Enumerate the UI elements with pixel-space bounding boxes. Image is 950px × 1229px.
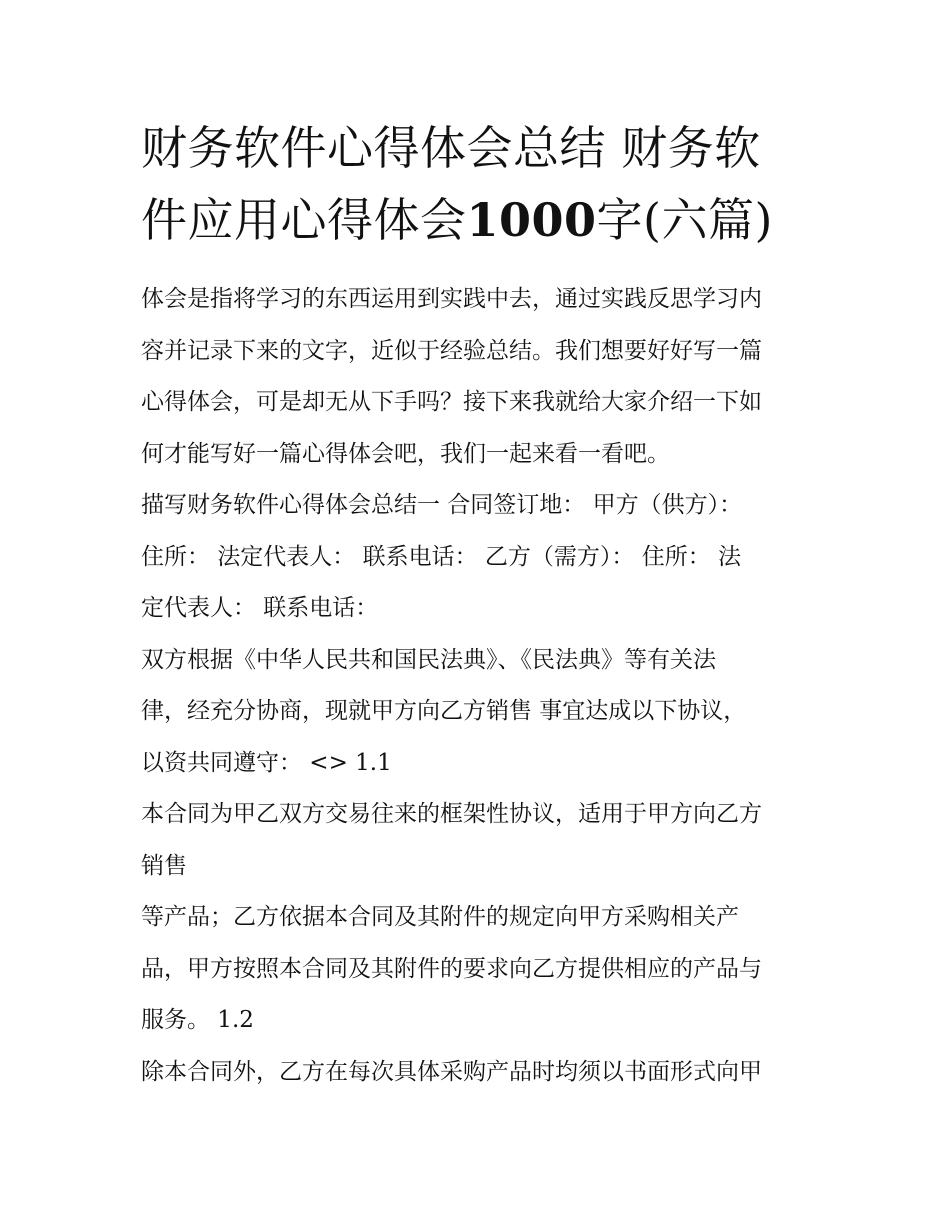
- title-line-2-text: 件应用心得体会: [141, 193, 467, 247]
- body-line: 等产品；乙方依据本合同及其附件的规定向甲方采购相关产: [141, 904, 739, 930]
- body-line: 服务。 1.2: [141, 1007, 254, 1033]
- title-line-2-suffix: 字(六篇): [596, 193, 773, 247]
- body-line: 住所： 法定代表人： 联系电话： 乙方（需方）： 住所： 法: [141, 543, 742, 570]
- title-line-2: [141, 184, 831, 256]
- body-line: 除本合同外，乙方在每次具体采购产品时均须以书面形式向甲: [141, 1058, 762, 1085]
- body-line: 定代表人： 联系电话：: [141, 595, 379, 621]
- body-line: 双方根据《中华人民共和国民法典》、《民法典》等有关法: [141, 646, 716, 673]
- body-line: 容并记录下来的文字，近似于经验总结。我们想要好好写一篇: [141, 337, 762, 364]
- document-title: [141, 112, 831, 256]
- body-line: 何才能写好一篇心得体会吧，我们一起来看一看吧。: [141, 440, 670, 467]
- body-line: 描写财务软件心得体会总结一 合同签订地： 甲方（供方）：: [141, 492, 743, 518]
- body-line: 心得体会，可是却无从下手吗？接下来我就给大家介绍一下如: [141, 389, 762, 415]
- body-line: 体会是指将学习的东西运用到实践中去，通过实践反思学习内: [141, 286, 762, 312]
- title-line-1: 财务软件心得体会总结 财务软: [141, 121, 761, 175]
- body-line: 以资共同遵守： <> 1.1: [141, 749, 392, 776]
- body-line: 本合同为甲乙双方交易往来的框架性协议，适用于甲方向乙方: [141, 801, 762, 827]
- body-line: 律，经充分协商，现就甲方向乙方销售 事宜达成以下协议，: [141, 698, 747, 724]
- document-body: [141, 274, 831, 1098]
- title-number: 1000: [466, 193, 597, 247]
- body-line: 品，甲方按照本合同及其附件的要求向乙方提供相应的产品与: [141, 955, 762, 982]
- body-line: 销售: [141, 852, 187, 879]
- document-page: [141, 112, 831, 1098]
